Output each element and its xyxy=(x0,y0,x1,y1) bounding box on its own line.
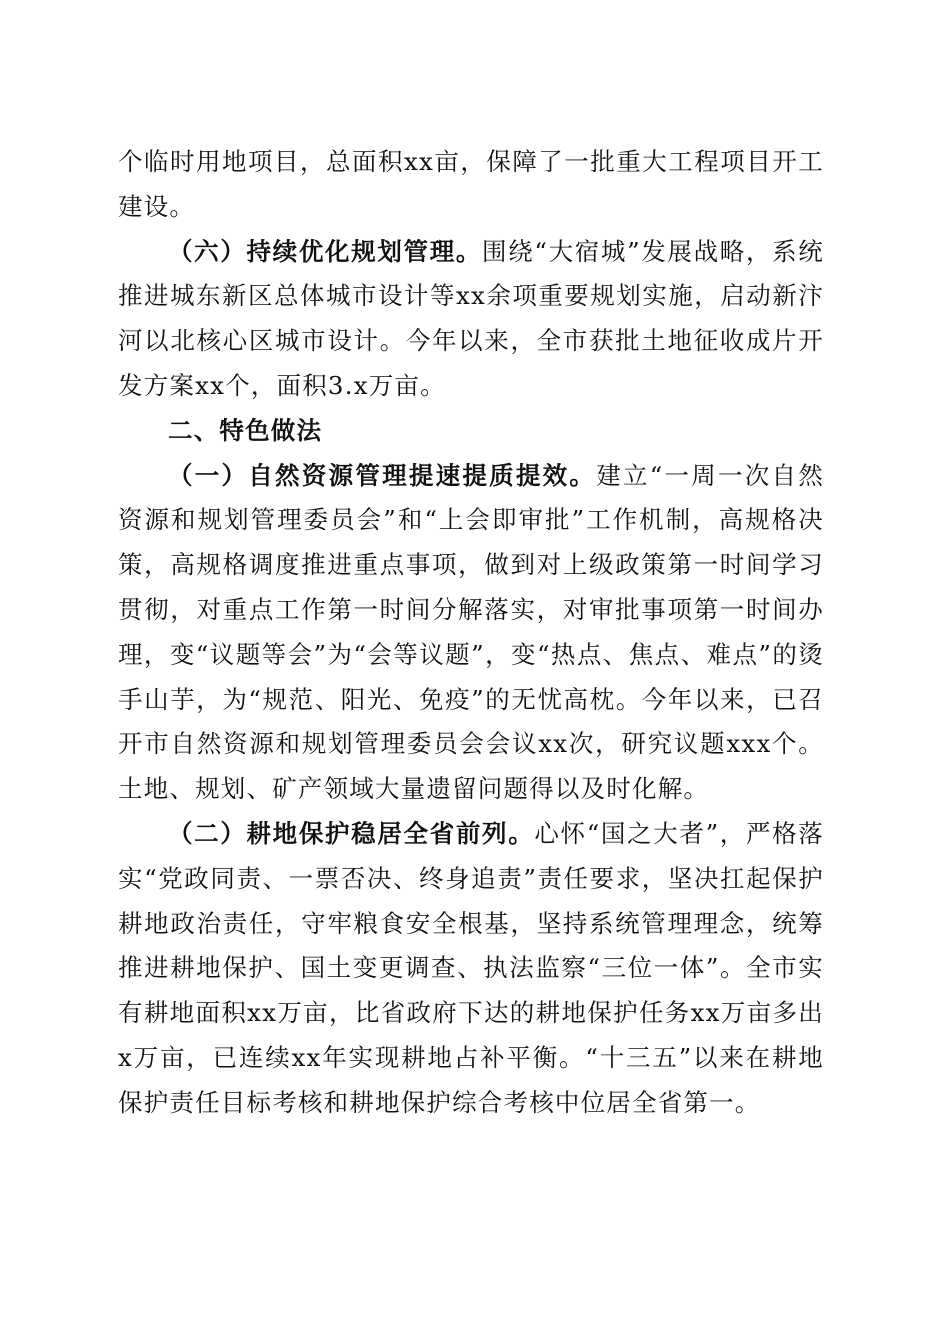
paragraph-continuation xyxy=(118,140,824,230)
paragraph-text: 个临时用地项目，总面积xx亩，保障了一批重大工程项目开工建设。 xyxy=(118,147,824,221)
paragraph-farmland-protection xyxy=(118,812,824,1126)
document-body xyxy=(118,140,824,1126)
paragraph-lead: （六）持续优化规划管理。 xyxy=(168,236,483,266)
paragraph-text: 心怀“国之大者”，严格落实“党政同责、一票否决、终身追责”责任要求，坚决扛起保护耕地政治责任，守牢粮食安全根基，坚持系统管理理念，统筹推进耕地保护、国土变更调查、执法监察“三位一体”。全市实有耕地面积xx万亩，比省政府下达的耕地保护任务xx万亩多出x万亩，已连续xx年实现耕地占补平衡。“十三五”以来在耕地保护责任目标考核和耕地保护综合考核中位居全省第一。 xyxy=(118,818,824,1117)
paragraph-planning-management xyxy=(118,230,824,409)
paragraph-lead: （二）耕地保护稳居全省前列。 xyxy=(168,818,535,848)
paragraph-resource-management xyxy=(118,454,824,812)
paragraph-text: 建立“一周一次自然资源和规划管理委员会”和“上会即审批”工作机制，高规格决策，高规格调度推进重点事项，做到对上级政策第一时间学习贯彻，对重点工作第一时间分解落实，对审批事项第一时间办理，变“议题等会”为“会等议题”，变“热点、焦点、难点”的烫手山芋，为“规范、阳光、免疫”的无忧高枕。今年以来，已召开市自然资源和规划管理委员会会议xx次，研究议题xxx个。土地、规划、矿产领域大量遗留问题得以及时化解。 xyxy=(118,460,825,804)
paragraph-lead: （一）自然资源管理提速提质提效。 xyxy=(168,460,597,490)
section-heading: 二、特色做法 xyxy=(168,415,323,445)
paragraph-text: 围绕“大宿城”发展战略，系统推进城东新区总体城市设计等xx余项重要规划实施，启动新汴河以北核心区城市设计。今年以来，全市获批土地征收成片开发方案xx个，面积3.x万亩。 xyxy=(118,236,824,400)
